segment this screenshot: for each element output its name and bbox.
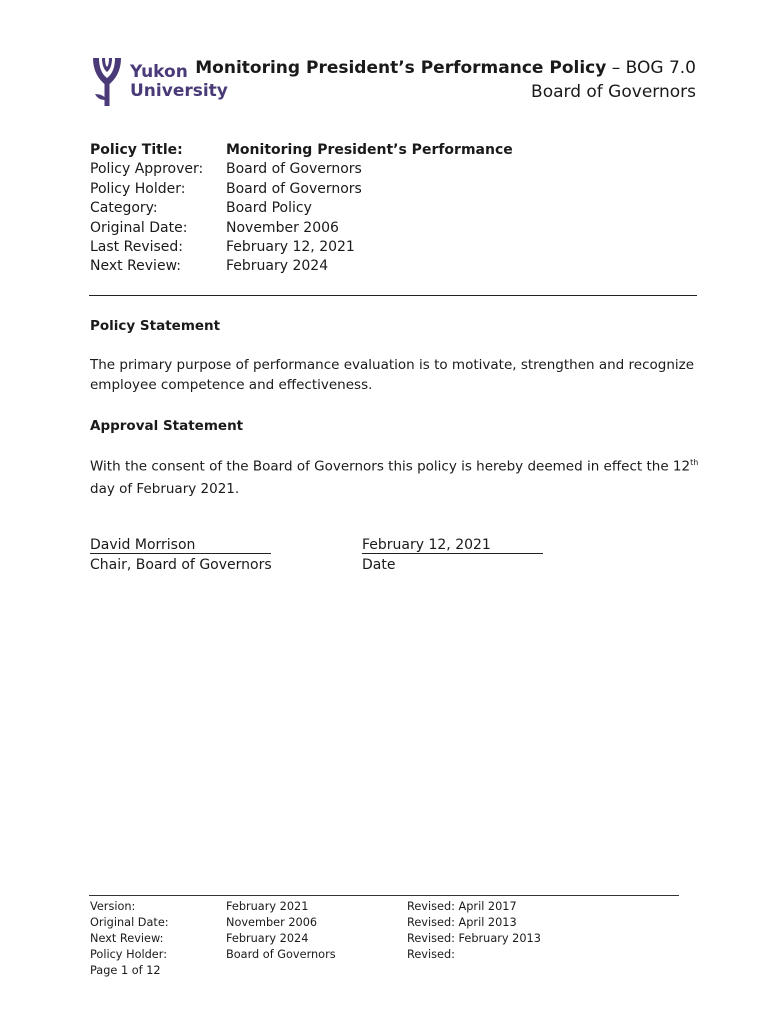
signature-date: February 12, 2021: [362, 538, 543, 554]
meta-row: Policy Approver: Board of Governors: [90, 161, 362, 178]
signature-role: Chair, Board of Governors: [90, 556, 272, 573]
signature-name: David Morrison: [90, 538, 271, 554]
document-title: Monitoring President’s Performance Policy – BOG 7.0: [195, 58, 696, 78]
meta-row: Next Review: February 2024: [90, 258, 329, 275]
meta-row: Category: Board Policy: [90, 200, 312, 217]
document-header: [195, 56, 696, 104]
policy-statement-text: The primary purpose of performance evaluation is to motivate, strengthen and recognize employee competence and effectiveness.: [90, 357, 695, 393]
date-block: [362, 536, 543, 575]
leaf-emblem-icon: [90, 56, 124, 108]
logo-line1: Yukon: [130, 62, 188, 82]
date-label: Date: [362, 556, 396, 573]
meta-row: Policy Title: Monitoring President’s Performance: [90, 142, 513, 158]
footer-divider: [89, 895, 679, 896]
approval-statement-text: With the consent of the Board of Governors this policy is hereby deemed in effect the 12th day of February 2021.: [90, 458, 699, 497]
footer-revisions: Revised: April 2017 Revised: April 2013 Revised: February 2013 Revised:: [407, 900, 541, 961]
policy-metadata: [90, 141, 513, 277]
approval-statement-heading: Approval Statement: [90, 418, 244, 434]
policy-statement-heading: Policy Statement: [90, 318, 221, 334]
divider: [89, 295, 697, 296]
logo-line2: University: [130, 81, 228, 101]
footer-labels: Version: Original Date: Next Review: Policy Holder: Page 1 of 12: [90, 900, 169, 977]
meta-row: Last Revised: February 12, 2021: [90, 239, 355, 256]
meta-row: Original Date: November 2006: [90, 219, 339, 236]
document-subtitle: Board of Governors: [531, 82, 696, 102]
page-number: Page 1 of 12: [90, 964, 161, 977]
meta-row: Policy Holder: Board of Governors: [90, 180, 362, 197]
signature-block: [90, 536, 272, 575]
footer-values: February 2021 November 2006 February 2024 Board of Governors: [226, 900, 336, 961]
